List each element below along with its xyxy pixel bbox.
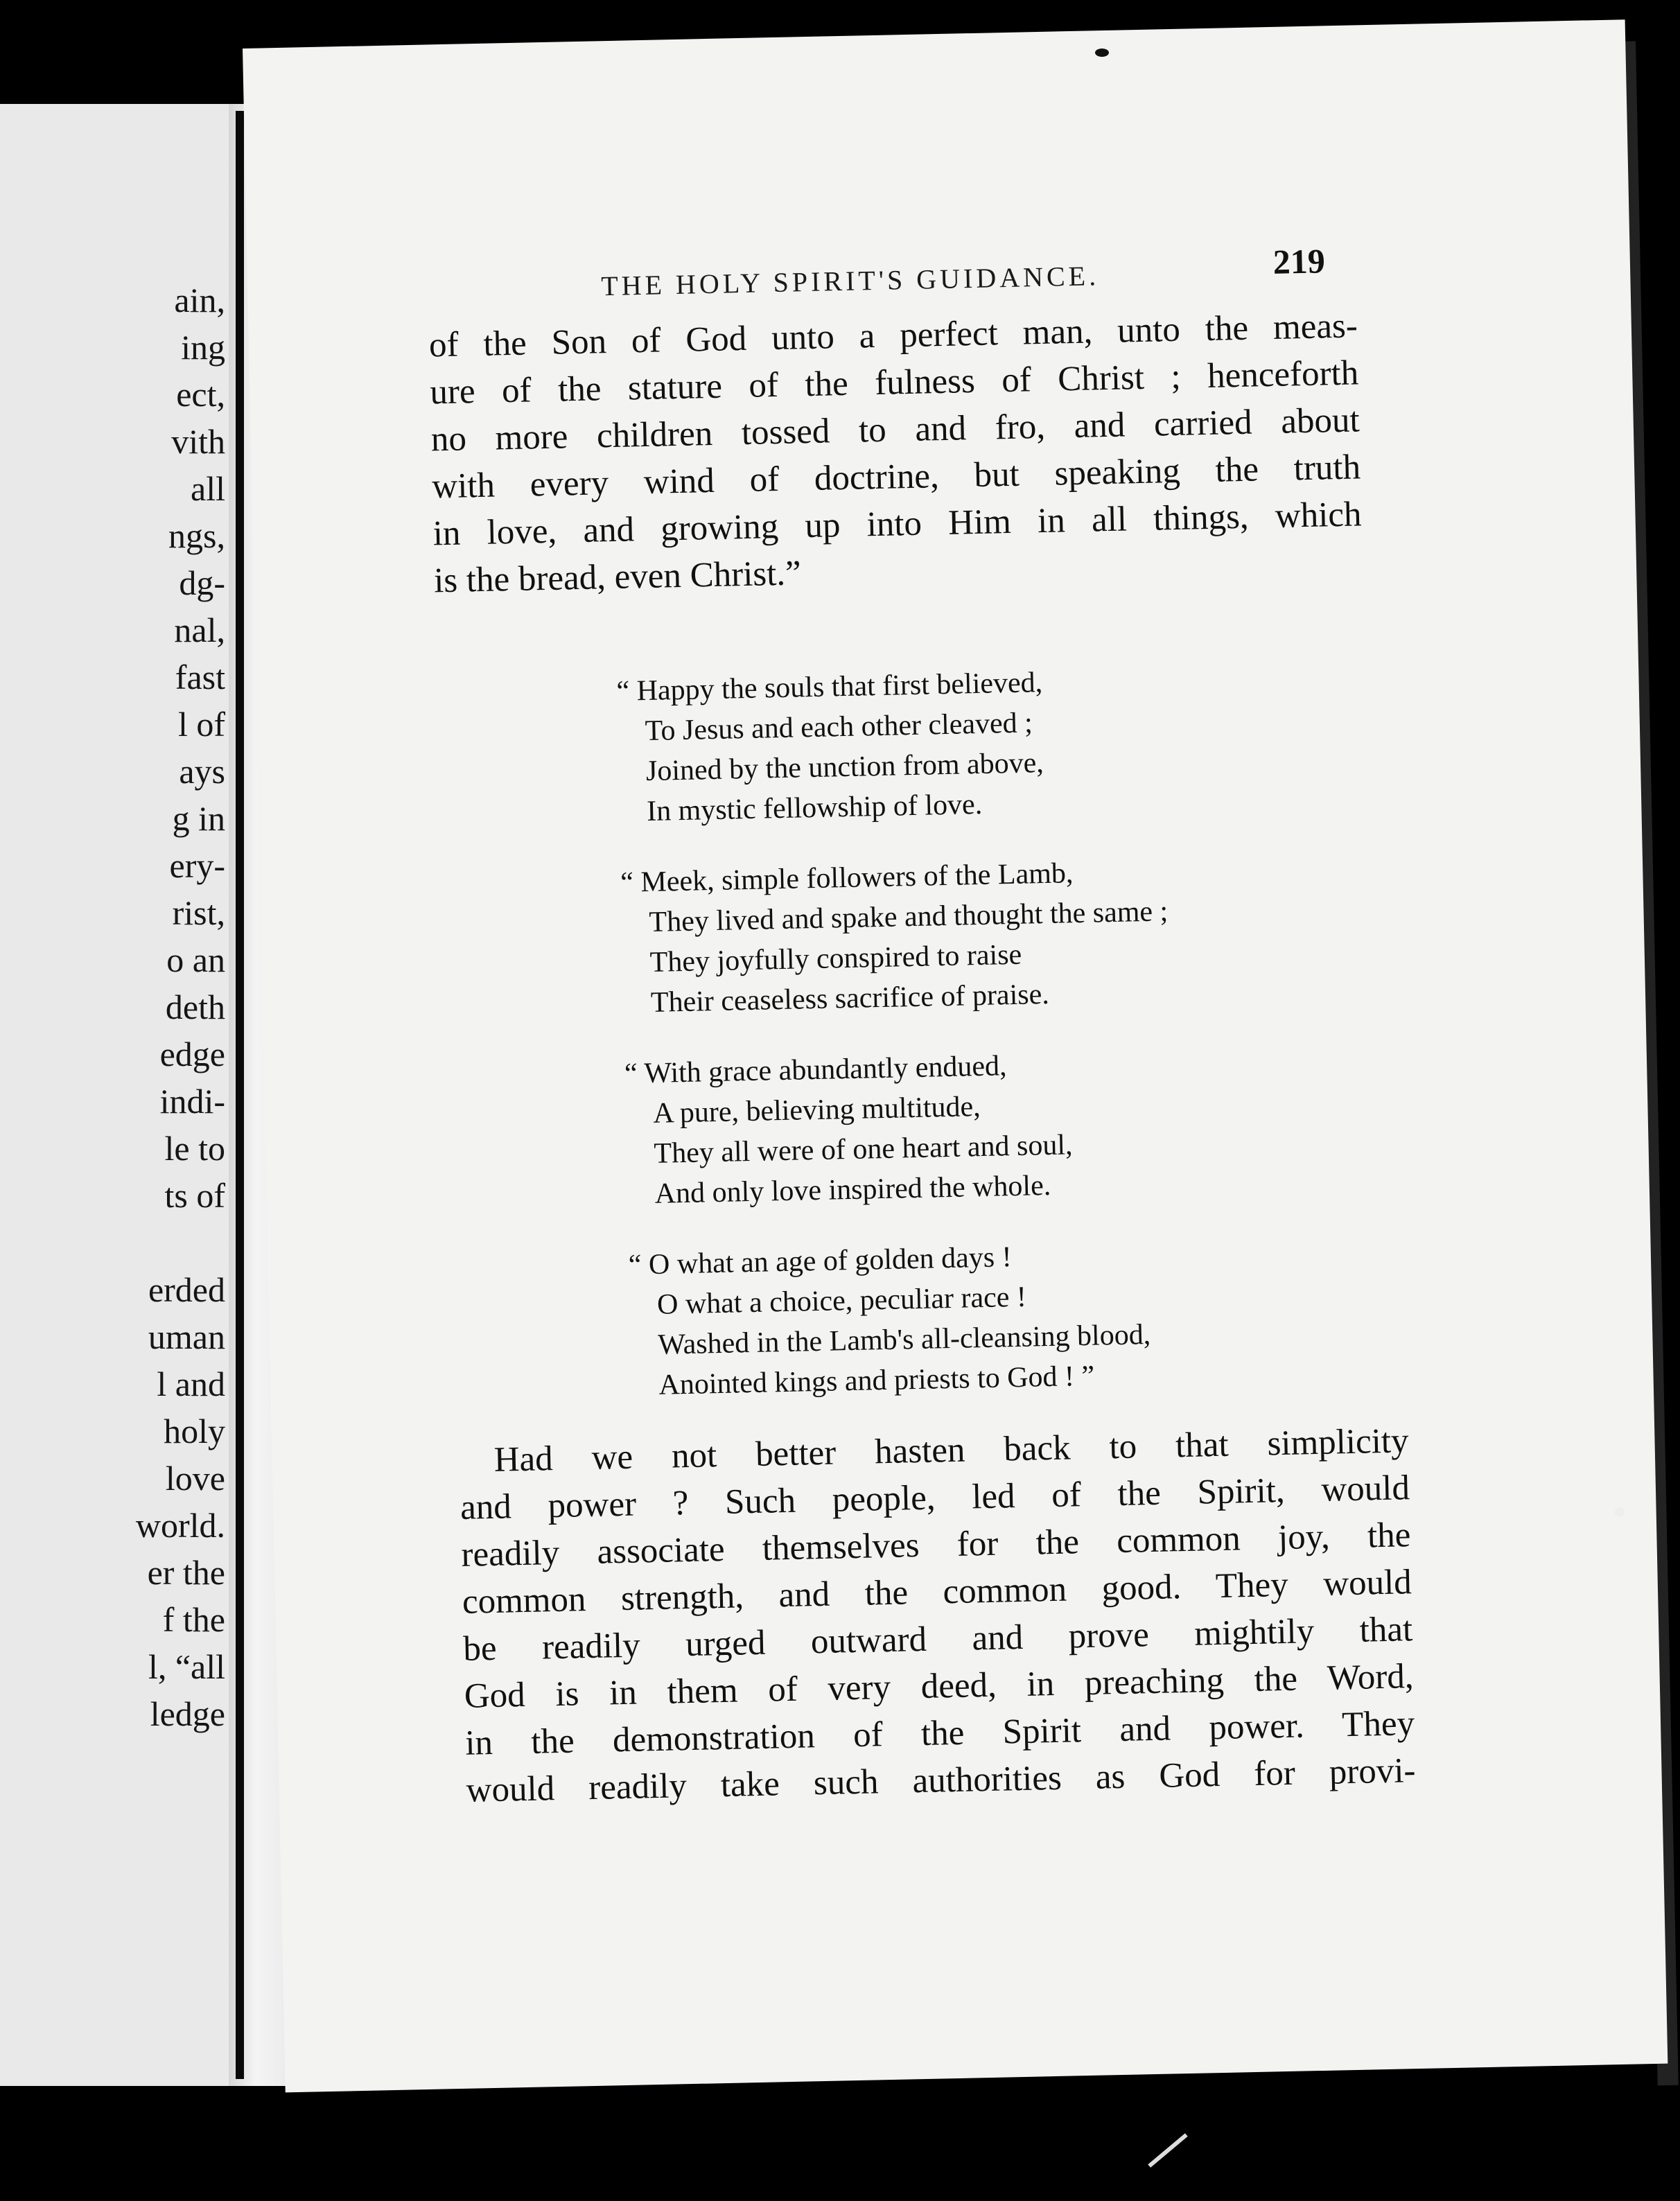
page-number: 219 — [1272, 241, 1326, 281]
left-page-text-fragment: indi- — [159, 1082, 225, 1121]
left-page-text-fragment: vith — [171, 422, 225, 461]
verse-line: They all were of one heart and soul, — [654, 1129, 1073, 1170]
left-page-text-fragment: all — [191, 469, 225, 508]
text-line: and power ? Such people, led of the Spirit, would — [460, 1468, 1410, 1527]
text-line: ure of the stature of the fulness of Christ ; henceforth — [429, 353, 1359, 412]
verse-line: They lived and spake and thought the same ; — [649, 895, 1169, 938]
dust-speck — [1615, 1507, 1625, 1517]
verse-line: “ With grace abundantly endued, — [624, 1050, 1007, 1090]
left-page-text-fragment: ts of — [164, 1176, 225, 1215]
previous-page-fragment — [0, 104, 239, 2086]
verse-line: In mystic fellowship of love. — [646, 788, 983, 828]
left-page-text-fragment: l and — [157, 1365, 225, 1403]
left-page-text-fragment: l of — [177, 705, 225, 744]
text-line: in love, and growing up into Him in all things, which — [432, 495, 1363, 554]
verse-line: A pure, believing multitude, — [652, 1091, 981, 1130]
left-page-text-fragment: nal, — [174, 611, 225, 649]
hymn-stanza — [616, 656, 1382, 832]
left-page-text-fragment: ledge — [150, 1694, 225, 1733]
left-page-text-fragment: ays — [179, 752, 225, 791]
text-line: no more children tossed to and fro, and carried about — [430, 401, 1360, 459]
verse-line: “ Meek, simple followers of the Lamb, — [620, 857, 1074, 899]
left-page-text-fragment: ain, — [174, 281, 225, 319]
text-line: common strength, and the common good. They would — [462, 1563, 1412, 1622]
verse-line: “ O what an age of golden days ! — [628, 1241, 1013, 1281]
left-page-text-fragment: g in — [172, 799, 225, 838]
verse-line: Anointed kings and priests to God ! ” — [658, 1360, 1095, 1401]
left-page-text-fragment: l, “all — [148, 1647, 225, 1686]
text-line: in the demonstration of the Spirit and power. They — [464, 1704, 1415, 1763]
verse-line: And only love inspired the whole. — [654, 1169, 1051, 1210]
hymn-stanza — [624, 1038, 1390, 1215]
text-line: is the bread, even Christ.” — [433, 554, 802, 601]
left-page-text-fragment: ery- — [169, 846, 225, 885]
left-page-text-fragment: ngs, — [168, 516, 225, 555]
verse-line: They joyfully conspired to raise — [649, 938, 1022, 979]
text-line: with every wind of doctrine, but speaking the truth — [431, 448, 1361, 507]
text-line: would readily take such authorities as God for provi- — [466, 1751, 1417, 1810]
left-page-text-fragment: le to — [164, 1129, 225, 1168]
closing-paragraph — [459, 1417, 1416, 1814]
verse-line: To Jesus and each other cleaved ; — [645, 707, 1033, 748]
verse-line: “ Happy the souls that first believed, — [616, 667, 1043, 708]
left-page-text-fragment: erded — [148, 1270, 225, 1309]
hymn-quotation — [616, 656, 1394, 1437]
left-page-text-fragment: dg- — [179, 563, 225, 602]
verse-line: Washed in the Lamb's all-cleansing blood, — [657, 1318, 1151, 1361]
hymn-stanza — [620, 847, 1386, 1024]
left-page-text-fragment: world. — [135, 1506, 225, 1545]
text-line: of the Son of God unto a perfect man, unto the meas- — [428, 306, 1358, 365]
left-page-text-fragment: edge — [159, 1035, 225, 1073]
left-page-text-fragment: rist, — [172, 893, 225, 932]
opening-paragraph — [428, 302, 1363, 604]
text-line: readily associate themselves for the common joy, the — [461, 1516, 1411, 1575]
text-line: Had we not better hasten back to that simplicity — [493, 1421, 1410, 1480]
left-page-text-fragment: o an — [166, 940, 225, 979]
left-page-text-fragment: uman — [148, 1317, 225, 1356]
left-page-text-fragment: fast — [175, 658, 225, 696]
left-page-text-fragment: f the — [162, 1600, 225, 1639]
verse-line: Joined by the unction from above, — [645, 747, 1044, 788]
dust-speck — [1095, 49, 1109, 57]
left-page-text-fragment: ect, — [176, 375, 225, 414]
film-scratch — [1148, 2133, 1187, 2168]
text-line: God is in them of very deed, in preaching the Word, — [464, 1657, 1415, 1716]
running-head: THE HOLY SPIRIT'S GUIDANCE. — [600, 260, 1100, 302]
verse-line: O what a choice, peculiar race ! — [656, 1281, 1027, 1321]
text-line: be readily urged outward and prove mightily that — [462, 1610, 1413, 1669]
spine-shadow-line — [236, 111, 244, 2079]
left-page-text-fragment: er the — [147, 1553, 225, 1592]
left-page-text-fragment: holy — [164, 1412, 225, 1450]
left-page-text-fragment: love — [165, 1459, 225, 1498]
book-page — [243, 19, 1668, 2092]
verse-line: Their ceaseless sacrifice of praise. — [650, 978, 1050, 1019]
left-page-text-fragment: ing — [181, 328, 225, 367]
left-page-text-fragment: deth — [165, 988, 225, 1026]
hymn-stanza — [628, 1229, 1394, 1406]
